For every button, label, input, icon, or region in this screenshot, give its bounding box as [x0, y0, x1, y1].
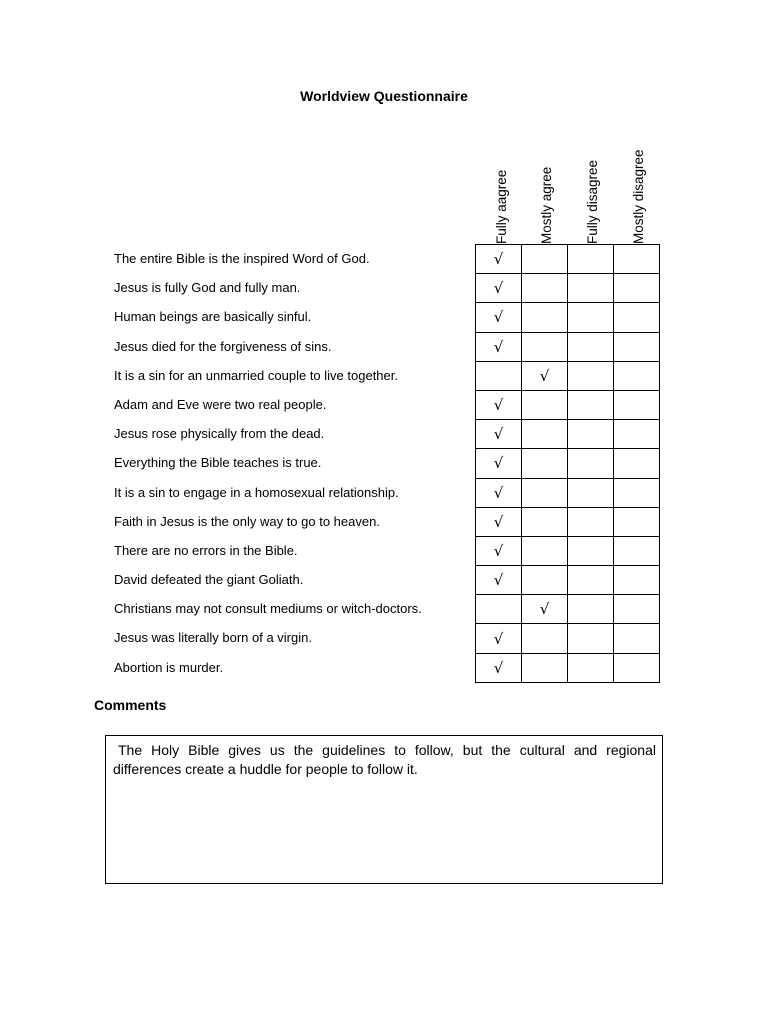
grid-row	[476, 566, 660, 595]
column-header-label: Mostly agree	[539, 166, 554, 244]
answer-cell-fully-agree	[476, 390, 522, 419]
answer-cell-mostly-agree	[522, 245, 568, 274]
answer-cell-mostly-disagree	[614, 624, 660, 653]
answer-cell-fully-disagree	[568, 420, 614, 449]
check-mark-icon: √	[493, 337, 504, 356]
answer-cell-mostly-agree	[522, 303, 568, 332]
answer-cell-fully-disagree	[568, 332, 614, 361]
answer-cell-mostly-disagree	[614, 478, 660, 507]
answer-cell-mostly-disagree	[614, 653, 660, 682]
answer-cell-mostly-agree	[522, 595, 568, 624]
answer-cell-fully-agree	[476, 245, 522, 274]
check-mark-icon: √	[493, 629, 504, 648]
answer-cell-mostly-agree	[522, 390, 568, 419]
answer-cell-mostly-agree	[522, 478, 568, 507]
statement: Everything the Bible teaches is true.	[114, 455, 322, 471]
answer-cell-mostly-agree	[522, 274, 568, 303]
check-mark-icon: √	[493, 483, 504, 502]
grid-row	[476, 332, 660, 361]
check-mark-icon: √	[493, 541, 504, 560]
statement: David defeated the giant Goliath.	[114, 572, 304, 588]
check-mark-icon: √	[493, 512, 504, 531]
answer-cell-mostly-disagree	[614, 566, 660, 595]
answer-cell-mostly-disagree	[614, 595, 660, 624]
answer-cell-fully-agree	[476, 332, 522, 361]
statement: Faith in Jesus is the only way to go to heaven.	[114, 513, 380, 529]
answer-cell-mostly-disagree	[614, 361, 660, 390]
answer-cell-fully-disagree	[568, 624, 614, 653]
answer-cell-fully-disagree	[568, 536, 614, 565]
check-mark-icon: √	[493, 454, 504, 473]
column-header-label: Fully aagree	[494, 169, 509, 244]
column-header-fully-agree	[492, 134, 512, 244]
answer-cell-fully-agree	[476, 653, 522, 682]
comments-heading: Comments	[94, 697, 167, 713]
statement: Christians may not consult mediums or witch-doctors.	[114, 601, 422, 617]
column-header-mostly-agree	[537, 134, 557, 244]
answer-cell-mostly-agree	[522, 361, 568, 390]
answer-cell-mostly-agree	[522, 653, 568, 682]
answer-cell-mostly-disagree	[614, 507, 660, 536]
comments-text: The Holy Bible gives us the guidelines to follow, but the cultural and regional differences create a huddle for people to follow it.	[113, 742, 656, 777]
grid-row	[476, 653, 660, 682]
answer-cell-mostly-agree	[522, 624, 568, 653]
statement: Adam and Eve were two real people.	[114, 396, 327, 412]
column-header-mostly-disagree	[629, 134, 649, 244]
comments-box	[105, 735, 663, 884]
answer-cell-mostly-disagree	[614, 390, 660, 419]
answer-cell-fully-disagree	[568, 478, 614, 507]
answer-cell-mostly-agree	[522, 507, 568, 536]
check-mark-icon: √	[493, 425, 504, 444]
answer-cell-fully-agree	[476, 420, 522, 449]
grid-row	[476, 624, 660, 653]
statement: Human beings are basically sinful.	[114, 309, 312, 325]
grid-row	[476, 507, 660, 536]
check-mark-icon: √	[493, 279, 504, 298]
answer-cell-fully-disagree	[568, 653, 614, 682]
statement: Jesus died for the forgiveness of sins.	[114, 338, 332, 354]
answer-cell-mostly-disagree	[614, 536, 660, 565]
statement: Jesus is fully God and fully man.	[114, 280, 301, 296]
statement: Jesus was literally born of a virgin.	[114, 630, 312, 646]
grid-row	[476, 420, 660, 449]
check-mark-icon: √	[493, 658, 504, 677]
check-mark-icon: √	[539, 600, 550, 619]
column-header-label: Fully disagree	[585, 159, 600, 244]
grid-row	[476, 274, 660, 303]
answer-cell-fully-agree	[476, 507, 522, 536]
grid-row	[476, 361, 660, 390]
statement: Abortion is murder.	[114, 659, 224, 675]
answer-cell-mostly-disagree	[614, 449, 660, 478]
statement: Jesus rose physically from the dead.	[114, 426, 325, 442]
answer-cell-fully-agree	[476, 274, 522, 303]
answer-cell-fully-disagree	[568, 595, 614, 624]
grid-row	[476, 536, 660, 565]
statement-list	[114, 244, 474, 682]
check-mark-icon: √	[493, 571, 504, 590]
answer-cell-mostly-disagree	[614, 420, 660, 449]
grid-row	[476, 390, 660, 419]
answer-cell-mostly-disagree	[614, 303, 660, 332]
grid-row	[476, 245, 660, 274]
statement: It is a sin to engage in a homosexual relationship.	[114, 484, 399, 500]
answer-cell-mostly-disagree	[614, 332, 660, 361]
grid-row	[476, 303, 660, 332]
answer-cell-fully-disagree	[568, 507, 614, 536]
answer-cell-fully-agree	[476, 566, 522, 595]
check-mark-icon: √	[493, 250, 504, 269]
response-grid	[475, 244, 660, 683]
answer-cell-mostly-disagree	[614, 245, 660, 274]
check-mark-icon: √	[539, 366, 550, 385]
statement: There are no errors in the Bible.	[114, 542, 298, 558]
answer-cell-fully-agree	[476, 361, 522, 390]
answer-cell-fully-disagree	[568, 361, 614, 390]
column-header-fully-disagree	[583, 134, 603, 244]
answer-cell-fully-disagree	[568, 303, 614, 332]
answer-cell-fully-disagree	[568, 390, 614, 419]
answer-cell-mostly-agree	[522, 332, 568, 361]
grid-row	[476, 478, 660, 507]
answer-cell-fully-agree	[476, 449, 522, 478]
answer-cell-mostly-disagree	[614, 274, 660, 303]
grid-row	[476, 449, 660, 478]
answer-cell-mostly-agree	[522, 449, 568, 478]
answer-cell-fully-disagree	[568, 245, 614, 274]
answer-cell-fully-disagree	[568, 274, 614, 303]
answer-cell-mostly-agree	[522, 566, 568, 595]
answer-cell-fully-agree	[476, 624, 522, 653]
answer-cell-fully-agree	[476, 595, 522, 624]
answer-cell-mostly-agree	[522, 536, 568, 565]
answer-cell-fully-agree	[476, 303, 522, 332]
answer-cell-fully-disagree	[568, 449, 614, 478]
answer-cell-fully-agree	[476, 478, 522, 507]
page-title: Worldview Questionnaire	[300, 88, 468, 104]
answer-cell-fully-agree	[476, 536, 522, 565]
check-mark-icon: √	[493, 396, 504, 415]
column-header-label: Mostly disagree	[631, 149, 646, 244]
statement: The entire Bible is the inspired Word of God.	[114, 251, 370, 266]
statement: It is a sin for an unmarried couple to live together.	[114, 367, 398, 383]
grid-row	[476, 595, 660, 624]
answer-cell-fully-disagree	[568, 566, 614, 595]
answer-cell-mostly-agree	[522, 420, 568, 449]
check-mark-icon: √	[493, 308, 504, 327]
